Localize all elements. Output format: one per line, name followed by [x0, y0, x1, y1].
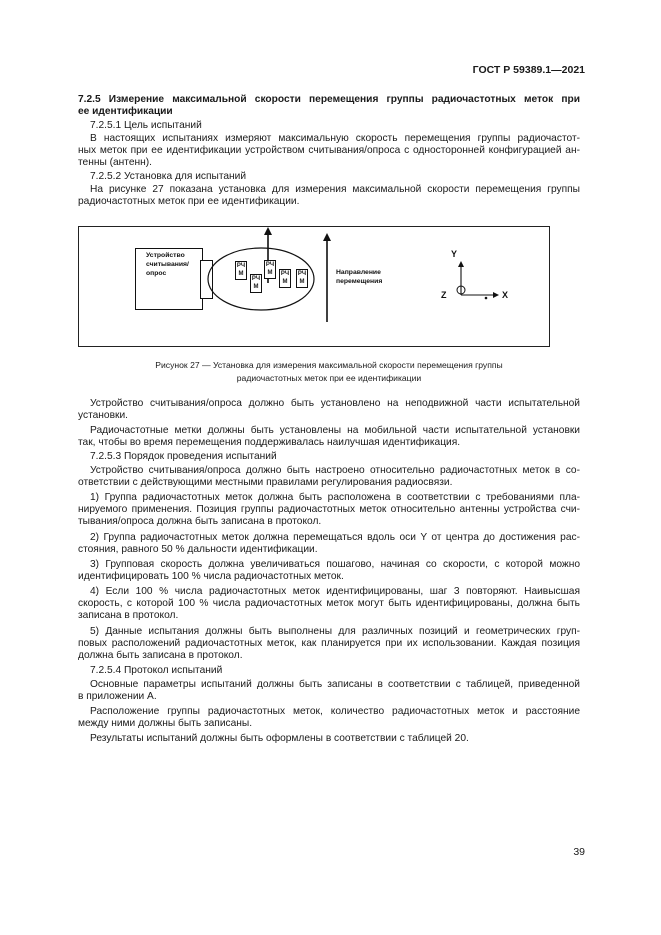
figure-27-diagram	[78, 226, 550, 347]
tag-label: М	[299, 279, 305, 285]
tag-label: М	[253, 284, 259, 290]
tag-label: РЧ	[280, 271, 290, 277]
origin-dot	[485, 297, 488, 300]
movement-arrow-head	[264, 227, 272, 235]
list-item-1-line: 1) Группа радиочастотных меток должна быть расположена в соответствии с требованиями пла-	[90, 492, 580, 503]
list-item-4-line: скорость, с которой 100 % числа радиочастотных меток могут быть идентифицированы, должна быть	[78, 598, 580, 609]
y-axis-arrowhead	[458, 261, 464, 267]
subsection-title-procedure: 7.2.5.3 Порядок проведения испытаний	[90, 451, 277, 462]
paragraph-line: так, чтобы во время перемещения поддерживалась наилучшая идентификация.	[78, 437, 461, 448]
axis-x-label: X	[502, 290, 509, 300]
paragraph-line: ответствии с действующими местными правилами регулирования радиосвязи.	[78, 477, 453, 488]
page-number: 39	[573, 846, 585, 858]
reader-label-line1: Устройство	[146, 252, 185, 259]
paragraph-line: Устройство считывания/опроса должно быть настроено относительно радиочастотных меток в со-	[90, 465, 580, 476]
rfid-tag	[264, 260, 276, 279]
list-item-1-line: тывания/опроса должна быть записана в протокол.	[78, 516, 322, 527]
paragraph-line: в приложении А.	[78, 691, 157, 702]
standard-code: ГОСТ Р 59389.1—2021	[472, 64, 585, 76]
paragraph-line: Расположение группы радиочастотных меток, количество радиочастотных меток и расстояние	[90, 706, 580, 717]
paragraph-line: Основные параметры испытаний должны быть записаны в соответствии с таблицей, приведенной	[90, 679, 580, 690]
section-heading-line1: 7.2.5 Измерение максимальной скорости перемещения группы радиочастотных меток при	[78, 94, 580, 105]
figure-lines	[79, 227, 549, 346]
subsection-title-setup: 7.2.5.2 Установка для испытаний	[90, 171, 247, 182]
reader-label-line3: опрос	[146, 270, 167, 277]
x-axis-arrowhead	[493, 292, 499, 298]
axis-y-label: Y	[451, 249, 458, 259]
direction-label-line1: Направление	[336, 269, 381, 276]
caption-line2: радиочастотных меток при ее идентификации	[236, 373, 422, 383]
direction-arrow-head	[323, 233, 331, 241]
paragraph-line: Устройство считывания/опроса должно быть установлено на неподвижной части испытательной	[90, 398, 580, 409]
list-item-3-line: 3) Групповая скорость должна увеличиваться пошагово, начиная со скорости, с которой можно	[90, 559, 580, 570]
rfid-tag	[250, 274, 262, 293]
tag-label: РЧ	[236, 263, 246, 269]
tag-label: РЧ	[251, 276, 261, 282]
list-item-2-line: стояния, равного 50 % дальности идентификации.	[78, 544, 318, 555]
paragraph-line: установки.	[78, 410, 128, 421]
paragraph-line: На рисунке 27 показана установка для измерения максимальной скорости перемещения группы	[90, 184, 580, 195]
list-item-4-line: записана в протокол.	[78, 610, 179, 621]
list-item-3-line: идентифицировать 100 % числа радиочастотных меток.	[78, 571, 344, 582]
tag-label: М	[282, 279, 288, 285]
reader-label-line2: считывания/	[146, 261, 189, 268]
paragraph-line: В настоящих испытаниях измеряют максимальную скорость перемещения группы радиочастот-	[90, 133, 580, 144]
direction-label-line2: перемещения	[336, 278, 383, 285]
paragraph-line: радиочастотных меток при ее идентификации.	[78, 196, 300, 207]
list-item-5-line: 5) Данные испытания должны быть выполнены для различных позиций и геометрических груп-	[90, 626, 580, 637]
tag-label: РЧ	[297, 271, 307, 277]
figure-caption	[78, 359, 580, 385]
paragraph-line: Радиочастотные метки должны быть установлены на мобильной части испытательной установки	[90, 425, 580, 436]
paragraph-line: тенны (антенн).	[78, 157, 152, 168]
list-item-4-line: 4) Если 100 % числа радиочастотных меток идентифицированы, шаг 3 повторяют. Наивысшая	[90, 586, 580, 597]
tag-label: РЧ	[265, 262, 275, 268]
paragraph-line: Результаты испытаний должны быть оформлены в соответствии с таблицей 20.	[90, 733, 469, 744]
rfid-tag	[296, 269, 308, 288]
tag-label: М	[238, 271, 244, 277]
list-item-5-line: повых расположений радиочастотных меток, как планируется при их использовании. Каждая позиция	[78, 638, 580, 649]
caption-line1: Рисунок 27 — Установка для измерения максимальной скорости перемещения группы	[155, 360, 503, 370]
rfid-tag	[279, 269, 291, 288]
section-heading-line2: ее идентификации	[78, 106, 173, 117]
rfid-tag	[235, 261, 247, 280]
axis-z-label: Z	[441, 290, 447, 300]
list-item-1-line: нируемого применения. Позиция группы радиочастотных меток относительно антенны устройства счи-	[78, 504, 580, 515]
list-item-5-line: должна быть записана в протокол.	[78, 650, 243, 661]
paragraph-line: между ними должны быть записаны.	[78, 718, 253, 729]
subsection-title-purpose: 7.2.5.1 Цель испытаний	[90, 120, 202, 131]
list-item-2-line: 2) Группа радиочастотных меток должна перемещаться вдоль оси Y от центра до достижения рас-	[90, 532, 580, 543]
paragraph-line: ных меток при ее идентификации устройством считывания/опроса с односторонней конфигурацией ан-	[78, 145, 580, 156]
subsection-title-protocol: 7.2.5.4 Протокол испытаний	[90, 665, 223, 676]
tag-label: М	[267, 270, 273, 276]
